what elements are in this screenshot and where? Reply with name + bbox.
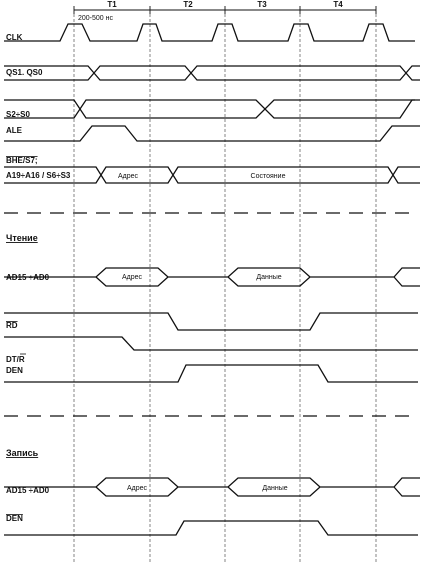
- signal-label-bhe: BHE/S7;: [6, 156, 38, 165]
- signal-label-den-write: DEN: [6, 514, 23, 523]
- signal-label-bus-write: AD15 ÷AD0: [6, 486, 50, 495]
- section-read-title: Чтение: [6, 233, 38, 243]
- waveform-bus-write: [4, 478, 420, 496]
- phase-header: [74, 0, 376, 22]
- signal-label-dtr: DT/R: [6, 355, 25, 364]
- phase-label-t2: T2: [183, 0, 193, 9]
- waveform-clk: [4, 24, 415, 41]
- phase-label-t1: T1: [107, 0, 117, 9]
- signal-label-clk: CLK: [6, 33, 23, 42]
- waveform-s2s0: [4, 100, 415, 118]
- waveform-den-write: [4, 521, 418, 535]
- signal-label-qs: QS1. QS0: [6, 68, 43, 77]
- waveform-rd: [4, 313, 418, 330]
- bus-label-data-read: Данные: [256, 274, 282, 281]
- waveform-dtr: [4, 337, 418, 350]
- clk-period-note: 200-500 нс: [78, 15, 113, 22]
- waveform-den-read: [4, 365, 418, 382]
- bus-label-address-read: Адрес: [121, 274, 143, 281]
- section-write-title: Запись: [6, 448, 39, 458]
- bus-label-status: Состояние: [250, 173, 286, 180]
- signal-label-s2s0: S2÷S0: [6, 110, 30, 119]
- waveform-ale: [4, 126, 420, 141]
- bus-label-data-write: Данные: [262, 485, 288, 492]
- signal-label-rd: RD: [6, 321, 18, 330]
- waveform-bus-read: [4, 268, 420, 286]
- phase-label-t4: T4: [333, 0, 343, 9]
- signal-label-addr-status: A19÷A16 / S6÷S3: [6, 171, 71, 180]
- signal-label-bus-read: AD15 ÷AD0: [6, 273, 50, 282]
- waveform-s2s0-alt: [4, 100, 420, 118]
- signal-label-den-read: DEN: [6, 366, 23, 375]
- phase-boundaries: [74, 14, 376, 563]
- bus-label-address-top: Адрес: [117, 173, 139, 180]
- phase-label-t3: T3: [257, 0, 267, 9]
- waveform-qs: [4, 66, 420, 80]
- signal-label-ale: ALE: [6, 126, 22, 135]
- bus-label-address-write: Адрес: [126, 485, 148, 492]
